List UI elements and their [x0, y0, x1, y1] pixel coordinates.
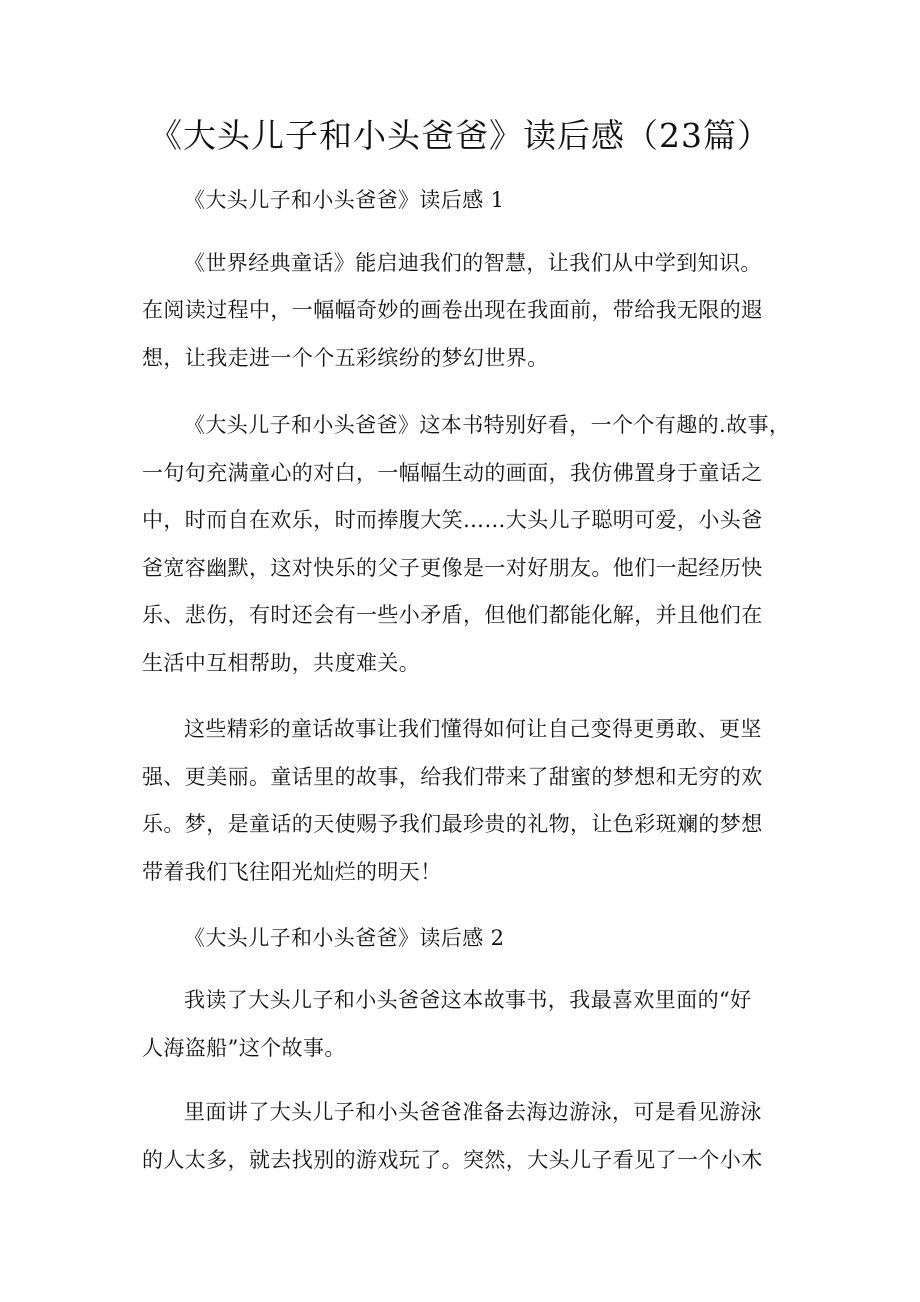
- paragraph-line: 一句句充满童心的对白，一幅幅生动的画面，我仿佛置身于童话之: [142, 461, 763, 485]
- paragraph-line: 中，时而自在欢乐，时而捧腹大笑……大头儿子聪明可爱，小头爸: [142, 508, 763, 532]
- document-title: 《大头儿子和小头爸爸》读后感（23篇）: [149, 116, 771, 155]
- paragraph-line: 带着我们飞往阳光灿烂的明天！: [142, 860, 442, 884]
- paragraph-line: 乐。梦，是童话的天使赐予我们最珍贵的礼物，让色彩斑斓的梦想: [142, 812, 763, 836]
- paragraph-line: 乐、悲伤，有时还会有一些小矛盾，但他们都能化解，并且他们在: [142, 603, 763, 627]
- paragraph-line: 强、更美丽。童话里的故事，给我们带来了甜蜜的梦想和无穷的欢: [142, 765, 763, 789]
- paragraph-line: 我读了大头儿子和小头爸爸这本故事书，我最喜欢里面的“好: [184, 988, 752, 1012]
- paragraph-line: 《大头儿子和小头爸爸》这本书特别好看，一个个有趣的.故事，: [184, 413, 791, 437]
- paragraph-line: 爸宽容幽默，这对快乐的父子更像是一对好朋友。他们一起经历快: [142, 556, 763, 580]
- paragraph-line: 想，让我走进一个个五彩缤纷的梦幻世界。: [142, 346, 549, 370]
- paragraph-line: 里面讲了大头儿子和小头爸爸准备去海边游泳，可是看见游泳: [184, 1100, 762, 1124]
- paragraph-line: 生活中互相帮助，共度难关。: [142, 651, 421, 675]
- section-heading-1: 《大头儿子和小头爸爸》读后感 1: [184, 188, 505, 212]
- paragraph-line: 这些精彩的童话故事让我们懂得如何让自己变得更勇敢、更坚: [184, 717, 762, 741]
- paragraph-line: 的人太多，就去找别的游戏玩了。突然，大头儿子看见了一个小木: [142, 1148, 763, 1172]
- paragraph-line: 人海盗船”这个故事。: [142, 1036, 346, 1060]
- paragraph-line: 在阅读过程中，一幅幅奇妙的画卷出现在我面前，带给我无限的遐: [142, 298, 763, 322]
- paragraph-line: 《世界经典童话》能启迪我们的智慧，让我们从中学到知识。: [184, 251, 762, 275]
- section-heading-2: 《大头儿子和小头爸爸》读后感 2: [184, 926, 505, 950]
